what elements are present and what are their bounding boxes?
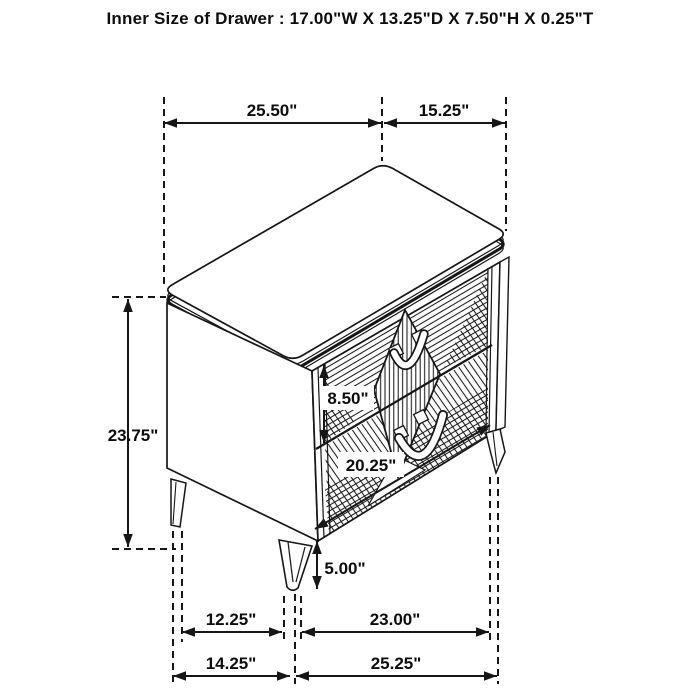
dim-leg-height [312,541,365,589]
dim-base-side-outer-label: 14.25" [205,654,257,673]
dim-top-depth-label: 15.25" [418,101,470,120]
dim-top-width-label: 25.50" [246,101,298,120]
dim-top-depth [384,101,505,128]
dim-base-front-inner-label: 23.00" [369,610,421,629]
dim-body-height [108,299,159,547]
dim-top-width [164,101,381,128]
diagram-title: Inner Size of Drawer : 17.00"W X 13.25"D X 7.50"H X 0.25"T [106,9,594,28]
front-right-leg [486,429,505,473]
dim-base-side-inner [182,610,282,637]
dim-drawer-face-width-label: 20.25" [345,456,397,475]
dim-base-side-inner-label: 12.25" [205,610,257,629]
dim-base-side-outer [173,654,290,681]
dim-base-front-inner [302,610,489,637]
dim-base-front-outer-label: 25.25" [370,654,422,673]
front-left-leg [279,540,312,590]
dim-drawer-face-height-label: 8.50" [327,389,369,408]
dim-leg-height-label: 5.00" [324,559,366,578]
dim-body-height-label: 23.75" [107,426,159,445]
dim-base-front-outer [296,654,497,681]
back-left-leg [171,479,186,527]
